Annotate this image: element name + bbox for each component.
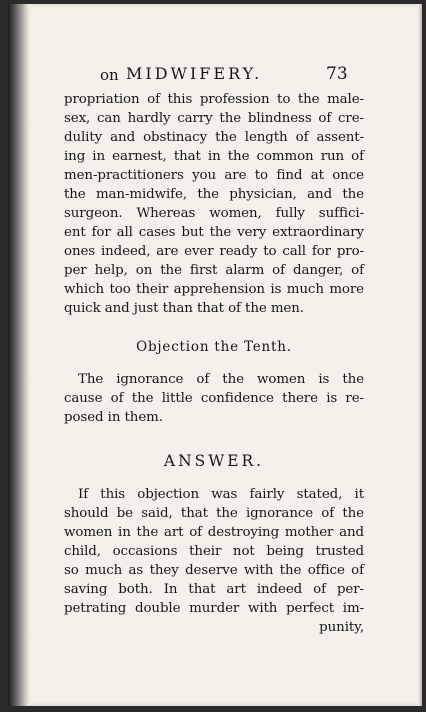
text-line: so much as they deserve with the office of [64,563,364,578]
text-line: men-practitioners you are to find at once [64,168,364,183]
section-heading-answer: ANSWER. [163,452,265,470]
book-page [8,4,422,706]
page-gutter [8,4,30,706]
page-edge [418,4,422,706]
text-line: propriation of this profession to the male- [64,92,364,107]
text-line: ones indeed, are ever ready to call for pro- [64,244,364,259]
text-line: child, occasions their not being trusted [64,544,364,559]
text-line: ing in earnest, that in the common run of [64,149,364,164]
paragraph-2 [64,370,364,427]
text-line: sex, can hardly carry the blindness of cre- [64,111,364,126]
text-line: ent for all cases but the very extraordinary [64,225,364,240]
text-line: The ignorance of the women is the [78,372,364,387]
text-line: should be said, that the ignorance of the [64,506,364,521]
text-line: surgeon. Whereas women, fully suffici- [64,206,364,221]
text-line: the man-midwife, the physician, and the [64,187,364,202]
page-content [64,62,364,637]
text-line: cause of the little confidence there is re- [64,391,364,406]
text-line: which too their apprehension is much more [64,282,364,297]
page-number: 73 [326,64,348,84]
paragraph-1 [64,90,364,318]
catchword: punity, [319,620,364,635]
text-line: women in the art of destroying mother and [64,525,364,540]
text-line: posed in them. [64,410,163,425]
text-line: quick and just than that of the men. [64,301,304,316]
text-line: dulity and obstinacy the length of assent- [64,130,364,145]
text-line: saving both. In that art indeed of per- [64,582,364,597]
header-prefix: on [100,66,119,84]
running-header [64,62,364,90]
text-line: per help, on the first alarm of danger, of [64,263,364,278]
paragraph-3 [64,485,364,637]
text-line: If this objection was fairly stated, it [78,487,364,502]
section-heading-objection: Objection the Tenth. [136,339,292,355]
text-line: petrating double murder with perfect im- [64,601,364,616]
header-title: MIDWIFERY. [126,64,263,83]
